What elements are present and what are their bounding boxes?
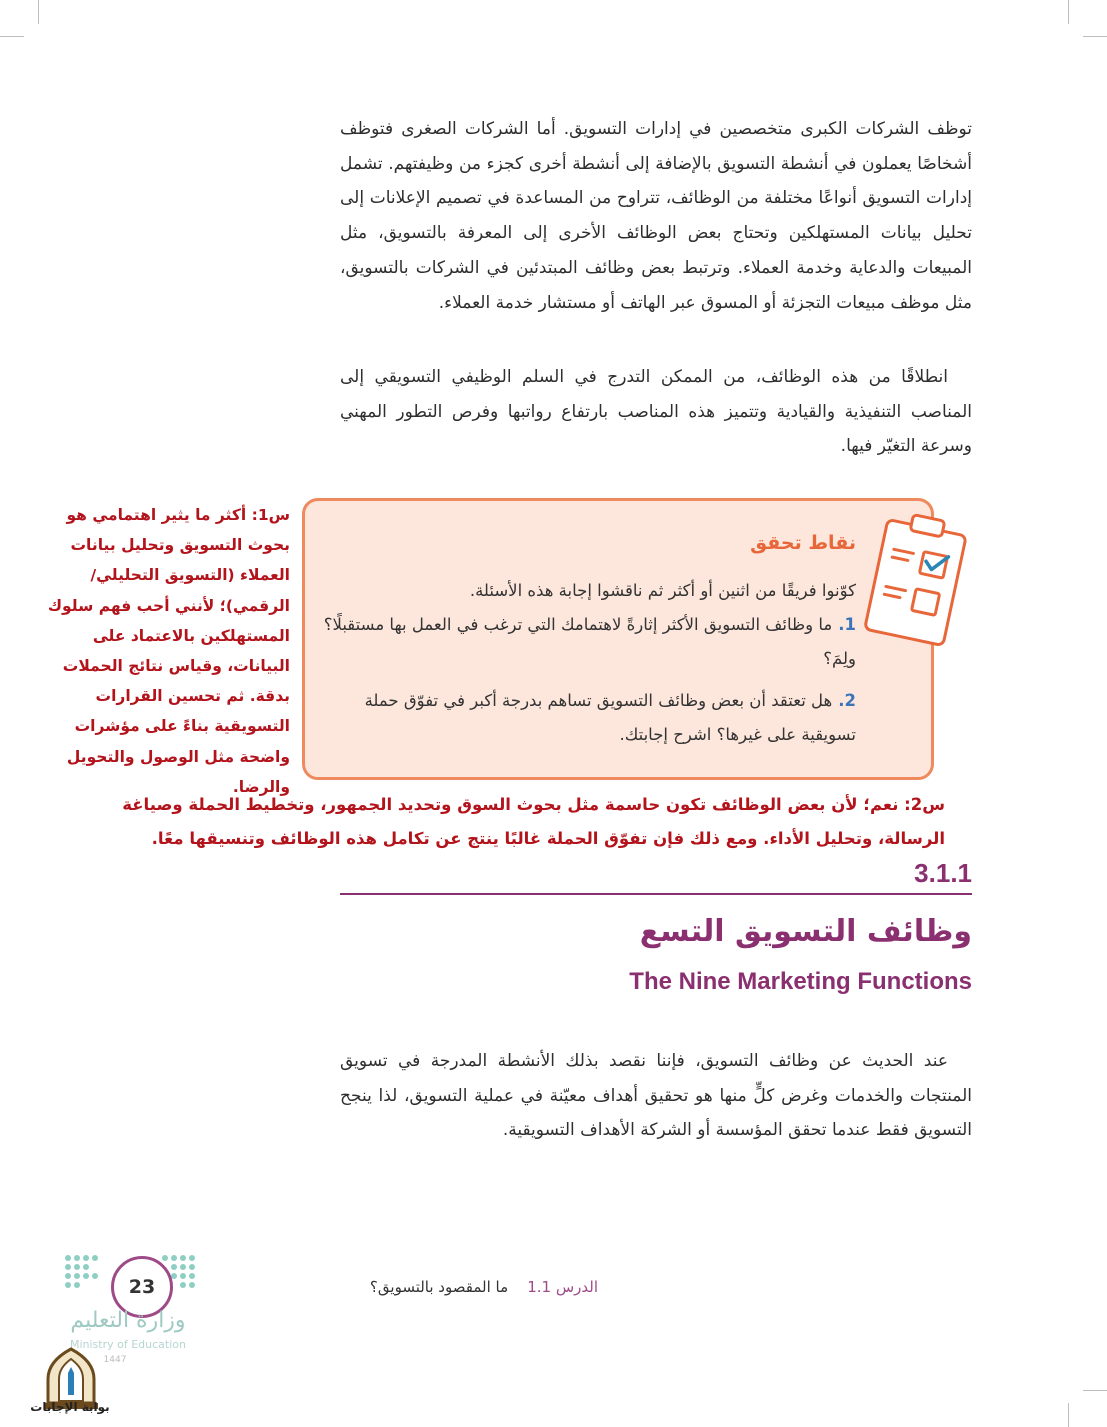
lesson-title: ما المقصود بالتسويق؟ [369, 1278, 509, 1296]
checkpoint-intro [360, 574, 856, 608]
checkpoint-question-1 [322, 608, 856, 676]
ministry-name-english: Ministry of Education [69, 1338, 186, 1351]
handwritten-answer-2: س2: نعم؛ لأن بعض الوظائف تكون حاسمة مثل بحوث السوق وتحديد الجمهور، وتخطيط الحملة وصياغة الرسالة، وتحليل الأداء. ومع ذلك فإن تفوّق الحملة غالبًا ينتج عن تكامل هذه الوظائف وتنسيقها معًا. [122, 795, 945, 848]
ministry-year: 1447 [103, 1355, 127, 1365]
paragraph-1: توظف الشركات الكبرى متخصصين في إدارات التسويق. أما الشركات الصغرى فتوظف أشخاصًا يعملون في أنشطة التسويق بالإضافة إلى أنشطة أخرى كجزء من وظيفتهم. تشمل إدارات التسويق أنواعًا مختلفة من الوظائف، تتراوح من المساعدة في تصميم الإعلانات إلى تحليل بيانات المستهلكين وتحتاج بعض الوظائف الأخرى إلى المعرفة بالتسويق، مثل المبيعات والدعاية وخدمة العملاء. وترتبط بعض وظائف المبتدئين في الشركات بالتسويق، مثل موظف مبيعات التجزئة أو المسوق عبر الهاتف أو مستشار خدمة العملاء. [340, 119, 972, 313]
question-number: 1. [838, 615, 856, 634]
question-number: 2. [838, 691, 856, 710]
crop-mark [1083, 1390, 1107, 1391]
checkpoint-question-2 [322, 684, 856, 752]
section-number: 3.1.1 [914, 858, 972, 888]
crop-mark [38, 0, 39, 24]
section-title-arabic: وظائف التسويق التسع [639, 914, 972, 949]
intro-paragraph [340, 112, 972, 320]
career-paragraph [340, 360, 972, 464]
answers-portal-label: بوابة الإجابات [30, 1400, 110, 1414]
paragraph-2: انطلاقًا من هذه الوظائف، من الممكن التدرج في السلم الوظيفي التسويقي إلى المناصب التنفيذية والقيادية وتتميز هذه المناصب بارتفاع رواتبها وفرص التطور المهني وسرعة التغيّر فيها. [340, 367, 972, 457]
section-body [340, 1044, 972, 1148]
checkpoint-title: نقاط تحقق [750, 532, 856, 554]
handwritten-answer-1: س1: أكثر ما يثير اهتمامي هو بحوث التسويق وتحليل بيانات العملاء (التسويق التحليلي/الرقمي)؛ لأنني أحب فهم سلوك المستهلكين بالاعتماد على البيانات، وقياس نتائج الحملات بدقة. ثم تحسين القرارات التسويقية بناءً على مؤشرات واضحة مثل الوصول والتحويل والرضا. [47, 506, 290, 796]
crop-mark [1068, 0, 1069, 24]
question-text: ما وظائف التسويق الأكثر إثارةً لاهتمامك التي ترغب في العمل بها مستقبلًا؟ ولِمَ؟ [323, 615, 856, 668]
section-title-english: The Nine Marketing Functions [629, 968, 972, 995]
lesson-footer [340, 1278, 598, 1296]
crop-mark [1083, 36, 1107, 37]
ministry-name-arabic: وزارة التعليم [70, 1308, 186, 1333]
page-number: 23 [111, 1256, 173, 1318]
checkpoint-intro-text: كوّنوا فريقًا من اثنين أو أكثر ثم ناقشوا إجابة هذه الأسئلة. [469, 581, 856, 600]
section-divider [340, 893, 972, 895]
lesson-label: الدرس 1.1 [527, 1278, 598, 1296]
question-text: هل تعتقد أن بعض وظائف التسويق تساهم بدرجة أكبر في تفوّق حملة تسويقية على غيرها؟ اشرح إجابتك. [364, 691, 856, 744]
crop-mark [0, 36, 24, 37]
crop-mark [1068, 1403, 1069, 1427]
clipboard-checklist-icon [858, 505, 978, 655]
section-body-text: عند الحديث عن وظائف التسويق، فإننا نقصد بذلك الأنشطة المدرجة في تسويق المنتجات والخدمات وغرض كلٍّ منها هو تحقيق أهداف معيّنة في عملية التسويق، لذا ينجح التسويق فقط عندما تحقق المؤسسة أو الشركة الأهداف التسويقية. [340, 1051, 972, 1141]
